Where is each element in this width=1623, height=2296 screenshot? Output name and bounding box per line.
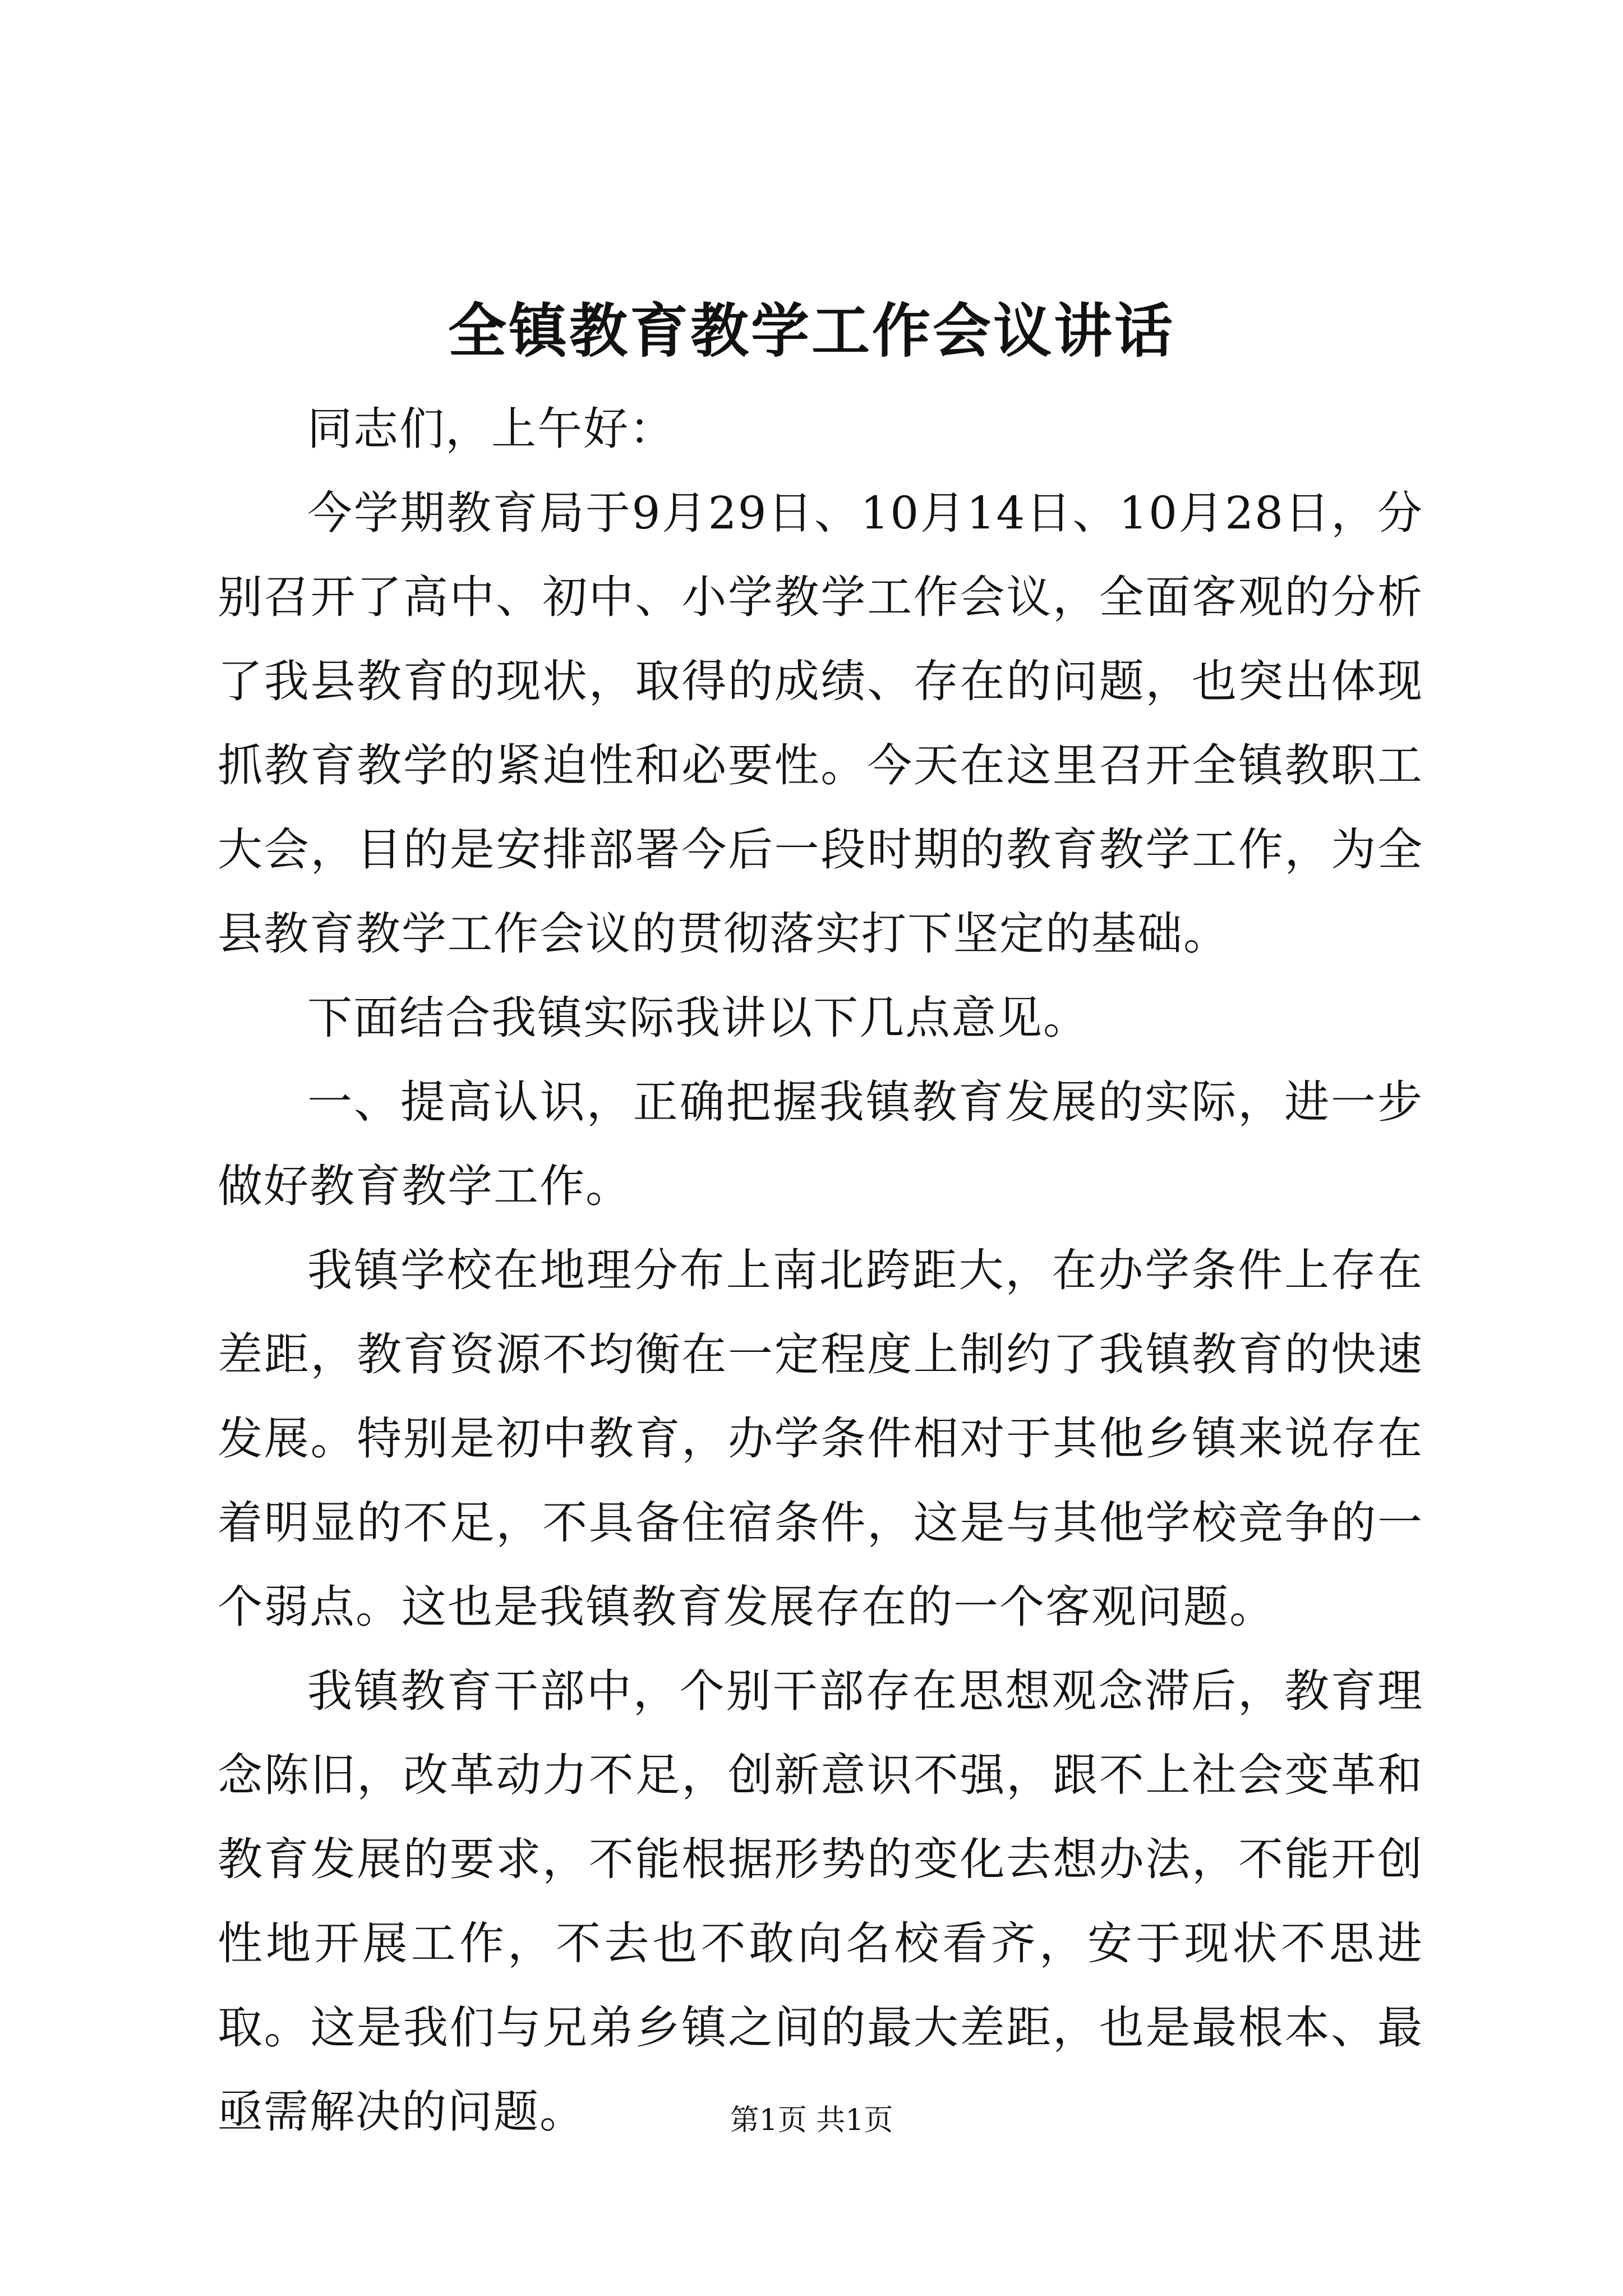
paragraph-cadres: 我镇教育干部中，个别干部存在思想观念滞后，教育理念陈旧，改革动力不足，创新意识不强，跟不上社会变革和教育发展的要求，不能根据形势的变化去想办法，不能开创性地开展工作，不去也不敢向名校看齐，安于现状不思进取。这是我们与兄弟乡镇之间的最大差距，也是最根本、最亟需解决的问题。 <box>218 1665 1423 2138</box>
page-footer: 第1页 共1页 <box>730 2104 893 2137</box>
paragraph-intro: 今学期教育局于9月29日、10月14日、10月28日，分别召开了高中、初中、小学教学工作会议，全面客观的分析了我县教育的现状，取得的成绩、存在的问题，也突出体现抓教育教学的紧迫性和必要性。今天在这里召开全镇教职工大会，目的是安排部署今后一段时期的教育教学工作，为全县教育教学工作会议的贯彻落实打下坚定的基础。 <box>218 487 1423 960</box>
paragraph-transition: 下面结合我镇实际我讲以下几点意见。 <box>307 992 1089 1044</box>
document-title: 全镇教育教学工作会议讲话 <box>448 296 1175 365</box>
paragraph-schools: 我镇学校在地理分布上南北跨距大，在办学条件上存在差距，教育资源不均衡在一定程度上制约了我镇教育的快速发展。特别是初中教育，办学条件相对于其他乡镇来说存在着明显的不足，不具备住宿条件，这是与其他学校竞争的一个弱点。这也是我镇教育发展存在的一个客观问题。 <box>218 1244 1423 1633</box>
paragraph-greeting: 同志们，上午好： <box>307 403 675 455</box>
section-heading-1: 一、提高认识，正确把握我镇教育发展的实际，进一步做好教育教学工作。 <box>218 1076 1423 1212</box>
document-body <box>218 387 1423 2154</box>
